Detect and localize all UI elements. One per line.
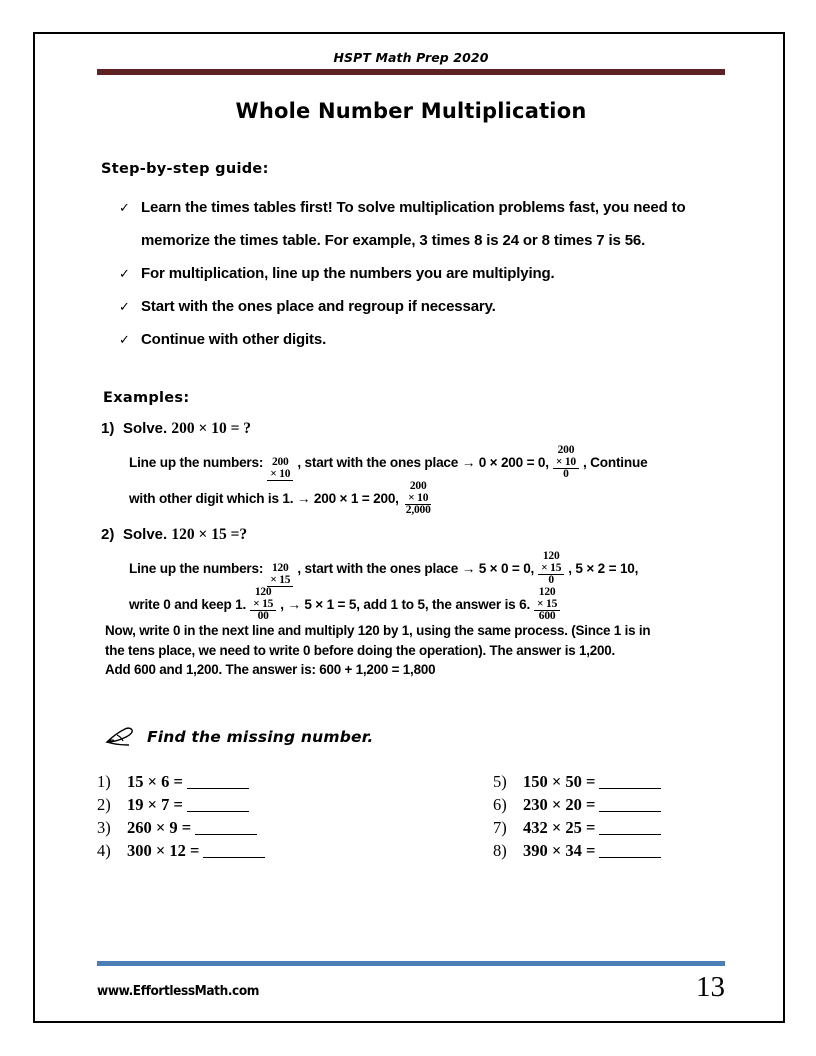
example-1-number: 1) [101, 420, 115, 437]
exercise-item [493, 839, 725, 862]
exercise-index: 7) [493, 817, 507, 837]
exercise-section [97, 726, 725, 862]
answer-blank[interactable] [203, 857, 265, 858]
example-1-problem: 200 × 10 = ? [171, 420, 252, 437]
answer-blank[interactable] [599, 788, 661, 789]
stack-multiplier: × 15 [250, 598, 276, 611]
site-url[interactable]: www.EffortlessMath.com [97, 983, 260, 999]
example-2-line-2 [129, 582, 725, 622]
exercise-item [493, 770, 725, 793]
example-2-line2-text-b: , → 5 × 1 = 5, add 1 to 5, the answer is 6. [280, 597, 531, 612]
answer-blank[interactable] [195, 834, 257, 835]
multiplication-stack [267, 562, 293, 586]
check-icon: ✓ [119, 299, 130, 314]
stack-top: 200 [409, 480, 427, 492]
example-1-line1-text-b: , start with the ones place → 0 × 200 = 0, [297, 455, 549, 470]
example-2-line1-text-c: , 5 × 2 = 10, [568, 561, 639, 576]
example-2-line-1 [129, 546, 725, 586]
stack-top: 200 [271, 456, 289, 468]
multiplication-stack [403, 480, 434, 516]
exercise-index: 6) [493, 794, 507, 814]
page-title: Whole Number Multiplication [235, 99, 587, 123]
stack-multiplier: × 10 [553, 456, 579, 469]
example-2-note-line: Add 600 and 1,200. The answer is: 600 + 1,200 = 1,800 [105, 662, 436, 677]
stack-top: 120 [254, 586, 272, 598]
exercise-problem: 230 × 20 = [523, 794, 596, 814]
exercise-item [97, 839, 411, 862]
running-head: HSPT Math Prep 2020 [333, 50, 489, 65]
list-item-label: Start with the ones place and regroup if necessary. [141, 298, 496, 315]
stack-multiplier: × 10 [267, 468, 293, 481]
exercise-list [97, 770, 725, 862]
stack-result: 0 [563, 468, 569, 480]
exercise-index: 2) [97, 794, 111, 814]
answer-blank[interactable] [599, 834, 661, 835]
example-2-line2-text-a: write 0 and keep 1. [129, 597, 247, 612]
list-item [97, 191, 725, 257]
list-item-label: Continue with other digits. [141, 331, 327, 348]
example-2-heading [101, 526, 725, 544]
exercise-column-left [97, 770, 411, 862]
exercise-problem: 19 × 7 = [127, 794, 183, 814]
exercise-index: 4) [97, 840, 111, 860]
answer-blank[interactable] [599, 857, 661, 858]
example-2-problem: 120 × 15 =? [171, 526, 248, 543]
exercise-problem: 390 × 34 = [523, 840, 596, 860]
example-1-line2-text-a: with other digit which is 1. → 200 × 1 = 200, [129, 491, 399, 506]
stack-multiplier: × 15 [538, 562, 564, 575]
stack-multiplier: × 15 [267, 574, 293, 587]
example-2-solve-word: Solve. [123, 526, 168, 543]
stack-result: 00 [257, 610, 269, 622]
header-rule [97, 69, 725, 75]
page-frame [33, 32, 785, 1023]
example-2 [97, 526, 725, 680]
list-item-label: For multiplication, line up the numbers you are multiplying. [141, 265, 555, 282]
stack-top: 200 [557, 444, 575, 456]
stack-top: 120 [538, 586, 556, 598]
examples-label: Examples: [103, 390, 190, 406]
exercise-problem: 260 × 9 = [127, 817, 192, 837]
multiplication-stack [250, 586, 276, 622]
footer-row [97, 971, 725, 1003]
exercise-item [97, 793, 411, 816]
example-2-note-line: the tens place, we need to write 0 before doing the operation). The answer is 1,200. [105, 642, 616, 658]
stack-result: 2,000 [405, 504, 431, 516]
example-2-note-line: Now, write 0 in the next line and multiply 120 by 1, using the same process. (Since 1 is in [105, 623, 651, 638]
example-2-number: 2) [101, 526, 115, 543]
example-1-body [129, 440, 725, 516]
stack-result: 0 [548, 574, 554, 586]
exercise-problem: 150 × 50 = [523, 771, 596, 791]
example-1-line-2 [129, 476, 725, 516]
list-item [97, 257, 725, 290]
example-1 [97, 420, 725, 516]
check-icon: ✓ [119, 200, 130, 215]
exercise-item [493, 793, 725, 816]
example-2-line1-text-b: , start with the ones place → 5 × 0 = 0, [297, 561, 535, 576]
stack-top: 120 [271, 562, 289, 574]
example-1-line1-text-c: , Continue [583, 455, 648, 470]
example-2-body [129, 546, 725, 622]
stack-multiplier: × 15 [534, 598, 560, 611]
multiplication-stack [534, 586, 560, 622]
exercise-section-title: Find the missing number. [147, 727, 374, 746]
stack-result: 600 [538, 610, 556, 622]
answer-blank[interactable] [599, 811, 661, 812]
list-item [97, 323, 725, 356]
example-2-line1-text-a: Line up the numbers: [129, 561, 264, 576]
exercise-index: 3) [97, 817, 111, 837]
answer-blank[interactable] [187, 811, 249, 812]
exercise-item [97, 816, 411, 839]
exercise-column-right [411, 770, 725, 862]
page-footer [97, 961, 725, 1003]
guide-bullet-list [97, 191, 725, 356]
list-item-label: Learn the times tables first! To solve multiplication problems fast, you need to memorize the times table. For example, 3 times 8 is 24 or 8 times 7 is 56. [141, 199, 686, 249]
example-2-notes [105, 621, 725, 680]
page-number: 13 [696, 971, 725, 1003]
multiplication-stack [553, 444, 579, 480]
answer-blank[interactable] [187, 788, 249, 789]
example-1-line-1 [129, 440, 725, 480]
example-1-heading [101, 420, 725, 438]
stack-top: 120 [542, 550, 560, 562]
list-item [97, 290, 725, 323]
multiplication-stack [538, 550, 564, 586]
check-icon: ✓ [119, 266, 130, 281]
exercise-index: 1) [97, 771, 111, 791]
page-content [97, 50, 725, 862]
exercise-problem: 300 × 12 = [127, 840, 200, 860]
stack-multiplier: × 10 [405, 492, 431, 505]
guide-label: Step-by-step guide: [101, 161, 269, 177]
exercise-item [493, 816, 725, 839]
footer-rule [97, 961, 725, 966]
exercise-item [97, 770, 411, 793]
check-icon: ✓ [119, 332, 130, 347]
multiplication-stack [267, 456, 293, 480]
exercise-index: 8) [493, 840, 507, 860]
exercise-problem: 432 × 25 = [523, 817, 596, 837]
exercise-index: 5) [493, 771, 507, 791]
example-1-solve-word: Solve. [123, 420, 168, 437]
example-1-line1-text-a: Line up the numbers: [129, 455, 264, 470]
exercise-section-heading [105, 726, 725, 748]
pen-icon [105, 726, 135, 748]
exercise-problem: 15 × 6 = [127, 771, 183, 791]
